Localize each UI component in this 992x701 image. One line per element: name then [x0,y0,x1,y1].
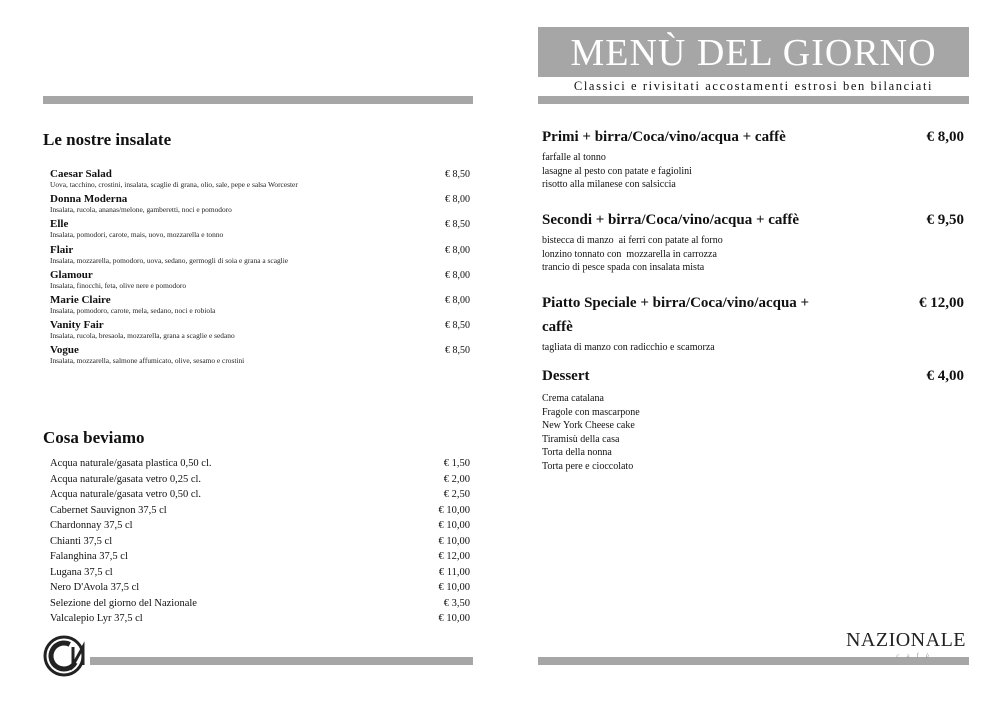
drinks-title: Cosa beviamo [43,428,145,447]
drink-item [50,611,470,627]
dish-item: farfalle al tonno [542,152,606,163]
nazionale-monogram-icon [42,632,90,680]
drink-price: € 2,00 [443,473,470,485]
page-subtitle: Classici e rivisitati accostamenti estrosi ben bilanciati [573,79,934,93]
drink-price: € 12,00 [438,551,470,562]
drink-price: € 11,00 [438,566,470,578]
offer-label: Secondi + birra/Coca/vino/acqua + caffè [542,212,800,228]
salad-desc: Insalata, pomodoro, carote, mela, sedano, noci e robiola [50,305,216,315]
salad-name: Caesar Salad [50,168,112,180]
offer-price: € 12,00 [919,295,964,311]
salad-name: Marie Claire [50,293,111,306]
offer-primi [542,125,964,192]
drink-name: Acqua naturale/gasata vetro 0,50 cl. [50,489,202,500]
salad-name: Vanity Fair [50,319,104,332]
drink-price: € 10,00 [438,504,470,516]
offer-label: Dessert [542,368,590,384]
salad-item [43,319,473,344]
drink-name: Chianti 37,5 cl [50,535,113,547]
dish-item: lonzino tonnato con mozzarella in carrozza [542,248,717,260]
drink-item [50,534,470,550]
salad-price: € 8,50 [445,169,470,180]
brand-name: NAZIONALE [845,629,966,651]
salads-title: Le nostre insalate [43,130,172,149]
dish-item: lasagne al pesto con patate e fagiolini [542,165,692,177]
salad-item [43,294,473,319]
drink-name: Valcalepio Lyr 37,5 cl [50,613,143,624]
salad-name: Flair [50,243,74,256]
drink-item [50,518,470,534]
page-title: MENÙ DEL GIORNO [570,32,937,74]
left-bottom-divider [90,657,473,665]
drink-price: € 3,50 [443,597,470,609]
dish-item: tagliata di manzo con radicchio e scamorza [542,342,715,353]
salad-item [43,193,473,218]
offer-price: € 4,00 [926,368,964,384]
salad-item [43,244,473,269]
salad-desc: Insalata, finocchi, feta, olive nere e pomodoro [50,280,187,290]
offer-header [542,208,964,232]
salad-item [43,168,473,193]
salad-price: € 8,00 [445,244,470,256]
brand-sub: cafè [896,652,936,660]
drink-price: € 10,00 [438,520,470,531]
drink-item [50,487,470,503]
salad-desc: Insalata, rucola, bresaola, mozzarella, grana a scaglie e sedano [50,331,235,341]
drink-price: € 2,50 [443,489,470,500]
drink-name: Acqua naturale/gasata vetro 0,25 cl. [50,473,202,485]
dish-item: bistecca di manzo ai ferri con patate al forno [542,235,723,246]
dish-item: Tiramisù della casa [542,433,620,445]
dish-item: Torta pere e cioccolato [542,460,634,472]
brand-logo [790,628,966,660]
drink-name: Cabernet Sauvignon 37,5 cl [50,504,167,516]
drink-item [50,472,470,488]
salad-price: € 8,00 [445,269,470,281]
offer-price: € 8,00 [926,129,964,145]
dish-item: New York Cheese cake [542,420,635,431]
salad-price: € 8,00 [445,294,470,306]
offer-piatto-speciale [542,291,964,355]
salad-desc: Insalata, rucola, ananas/melone, gamberetti, noci e pomodoro [50,205,232,215]
salad-name: Vogue [50,344,79,357]
offer-items [542,341,964,355]
salad-desc: Insalata, pomodori, carote, mais, uovo, mozzarella e tonno [50,230,224,240]
drink-name: Lugana 37,5 cl [50,566,113,578]
offer-secondi [542,208,964,275]
dish-item: trancio di pesce spada con insalata mista [542,262,705,273]
salad-name: Elle [50,218,69,231]
drink-price: € 10,00 [438,613,470,624]
salad-price: € 8,50 [445,219,470,231]
salad-item [43,344,473,369]
offer-dessert [542,364,964,473]
dish-item: Crema catalana [542,393,604,404]
offer-items [542,151,964,192]
salad-price: € 8,50 [445,320,470,332]
salad-desc: Uova, tacchino, crostini, insalata, scaglie di grana, olio, sale, pepe e salsa Worcester [50,180,298,189]
salad-price: € 8,00 [445,194,470,206]
offer-header [542,291,964,339]
offer-header [542,125,964,149]
offer-label: Primi + birra/Coca/vino/acqua + caffè [542,129,786,145]
salad-name: Donna Moderna [50,193,128,206]
drink-price: € 10,00 [438,535,470,547]
offer-label: Piatto Speciale + birra/Coca/vino/acqua + caffè [542,295,810,335]
salad-item [43,218,473,243]
offer-items [542,234,964,275]
drink-item [50,580,470,596]
offer-items [542,392,964,473]
salad-desc: Insalata, mozzarella, salmone affumicato, olive, sesamo e crostini [50,356,245,366]
drink-name: Nero D'Avola 37,5 cl [50,582,140,593]
dish-item: Fragole con mascarpone [542,406,640,418]
left-top-divider [43,96,473,104]
salad-desc: Insalata, mozzarella, pomodoro, uova, sedano, germogli di soia e grana a scaglie [50,255,289,265]
drink-price: € 1,50 [443,458,470,469]
salad-item [43,269,473,294]
salads-list [43,168,473,370]
dish-item: risotto alla milanese con salsiccia [542,179,676,190]
drink-item [50,456,470,472]
drink-item [50,565,470,581]
offer-price: € 9,50 [926,212,964,228]
drink-item [50,596,470,612]
offer-header [542,364,964,388]
drinks-list [50,456,470,627]
drink-name: Falanghina 37,5 cl [50,551,128,562]
right-top-divider [538,96,969,104]
menu-header-banner [538,27,969,77]
drink-name: Acqua naturale/gasata plastica 0,50 cl. [50,458,212,469]
salad-price: € 8,50 [445,345,470,357]
drink-item [50,503,470,519]
drink-name: Chardonnay 37,5 cl [50,520,133,531]
salads-section [43,130,473,370]
drink-price: € 10,00 [438,582,470,593]
drink-item [50,549,470,565]
salad-name: Glamour [50,268,93,281]
drink-name: Selezione del giorno del Nazionale [50,597,197,609]
dish-item: Torta della nonna [542,447,612,458]
